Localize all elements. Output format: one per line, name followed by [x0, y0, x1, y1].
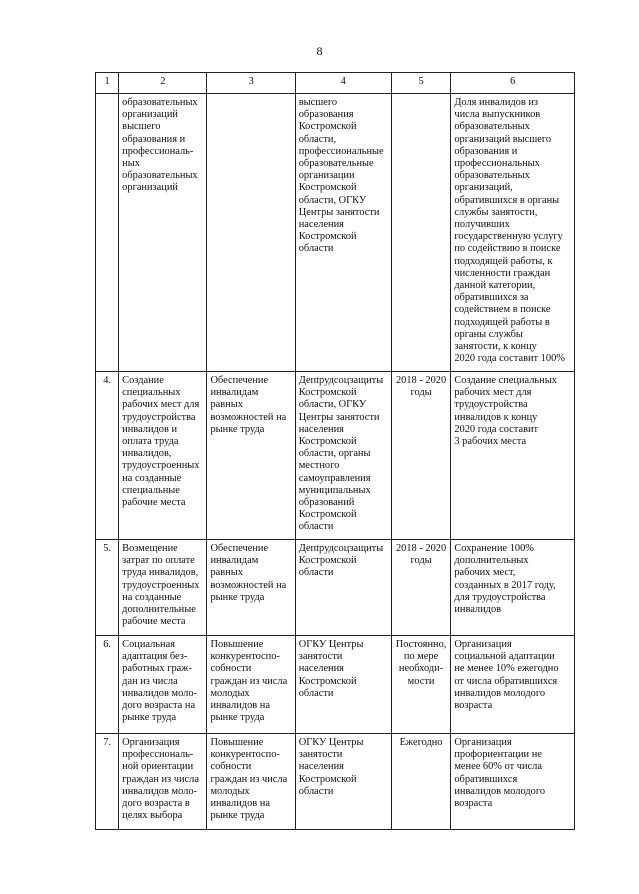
expected-result: Организация социальной адаптации не менее 10% ежегодно от числа обратившихся инвалидов молодого возраста	[451, 636, 575, 734]
table-header-row	[96, 73, 575, 94]
header-cell: 3	[207, 73, 295, 94]
table-row	[96, 734, 575, 830]
table-row	[96, 540, 575, 636]
table-row	[96, 636, 575, 734]
measure-name: Создание специальных рабочих мест для трудоустройства инвалидов и оплата труда инвалидов, трудоустроенных на созданные специальные рабочие места	[119, 372, 207, 540]
implementation-period: 2018 - 2020 годы	[391, 372, 451, 540]
measure-goal: Повышение конкурентоспо- собности граждан из числа молодых инвалидов на рынке труда	[207, 636, 295, 734]
responsible-executors: ОГКУ Центры занятости населения Костромской области	[295, 636, 391, 734]
header-cell: 5	[391, 73, 451, 94]
row-number: 6.	[96, 636, 119, 734]
table-row	[96, 94, 575, 372]
measure-name: образовательных организаций высшего образования и профессиональ- ных образовательных организаций	[119, 94, 207, 372]
header-cell: 2	[119, 73, 207, 94]
expected-result: Доля инвалидов из числа выпускников образовательных организаций высшего образования и профессиональных образовательных организаций, обратившихся в органы службы занятости, получивших государственную услугу по содействию в поиске подходящей работы, к численности граждан данной категории, обратившихся за содействием в поиске подходящей работы в органы службы занятости, к концу 2020 года составит 100%	[451, 94, 575, 372]
page-number: 8	[316, 44, 323, 58]
measure-goal: Обеспечение инвалидам равных возможностей на рынке труда	[207, 372, 295, 540]
header-cell: 6	[451, 73, 575, 94]
implementation-period: Ежегодно	[391, 734, 451, 830]
expected-result: Сохранение 100% дополнительных рабочих мест, созданных в 2017 году, для трудоустройства инвалидов	[451, 540, 575, 636]
measure-name: Социальная адаптация без- работных граж- дан из числа инвалидов моло- дого возраста на рынке труда	[119, 636, 207, 734]
measure-name: Возмещение затрат по оплате труда инвалидов, трудоустроенных на созданные дополнительные рабочие места	[119, 540, 207, 636]
measure-goal: Обеспечение инвалидам равных возможностей на рынке труда	[207, 540, 295, 636]
header-cell: 4	[295, 73, 391, 94]
responsible-executors: ОГКУ Центры занятости населения Костромской области	[295, 734, 391, 830]
responsible-executors: Депtрудсоцзащиты Костромской области	[295, 540, 391, 636]
implementation-period: 2018 - 2020 годы	[391, 540, 451, 636]
row-number: 4.	[96, 372, 119, 540]
measures-table	[95, 72, 575, 830]
row-number: 5.	[96, 540, 119, 636]
expected-result: Организация профориентации не менее 60% от числа обратившихся инвалидов молодого возраста	[451, 734, 575, 830]
measure-goal: Повышение конкурентоспо- собности граждан из числа молодых инвалидов на рынке труда	[207, 734, 295, 830]
row-number	[96, 94, 119, 372]
measure-name: Организация профессиональ- ной ориентации граждан из числа инвалидов моло- дого возраста в целях выбора	[119, 734, 207, 830]
implementation-period: Постоянно, по мере необходи- мости	[391, 636, 451, 734]
table-row	[96, 372, 575, 540]
header-cell: 1	[96, 73, 119, 94]
measure-goal	[207, 94, 295, 372]
expected-result: Создание специальных рабочих мест для трудоустройства инвалидов к концу 2020 года составит 3 рабочих места	[451, 372, 575, 540]
implementation-period	[391, 94, 451, 372]
row-number: 7.	[96, 734, 119, 830]
responsible-executors: Депtрудсоцзащиты Костромской области, ОГКУ Центры занятости населения Костромской области, органы местного самоуправления муниципальных образований Костромской области	[295, 372, 391, 540]
responsible-executors: высшего образования Костромской области, профессиональные образовательные организации Костромской области, ОГКУ Центры занятости населения Костромской области	[295, 94, 391, 372]
